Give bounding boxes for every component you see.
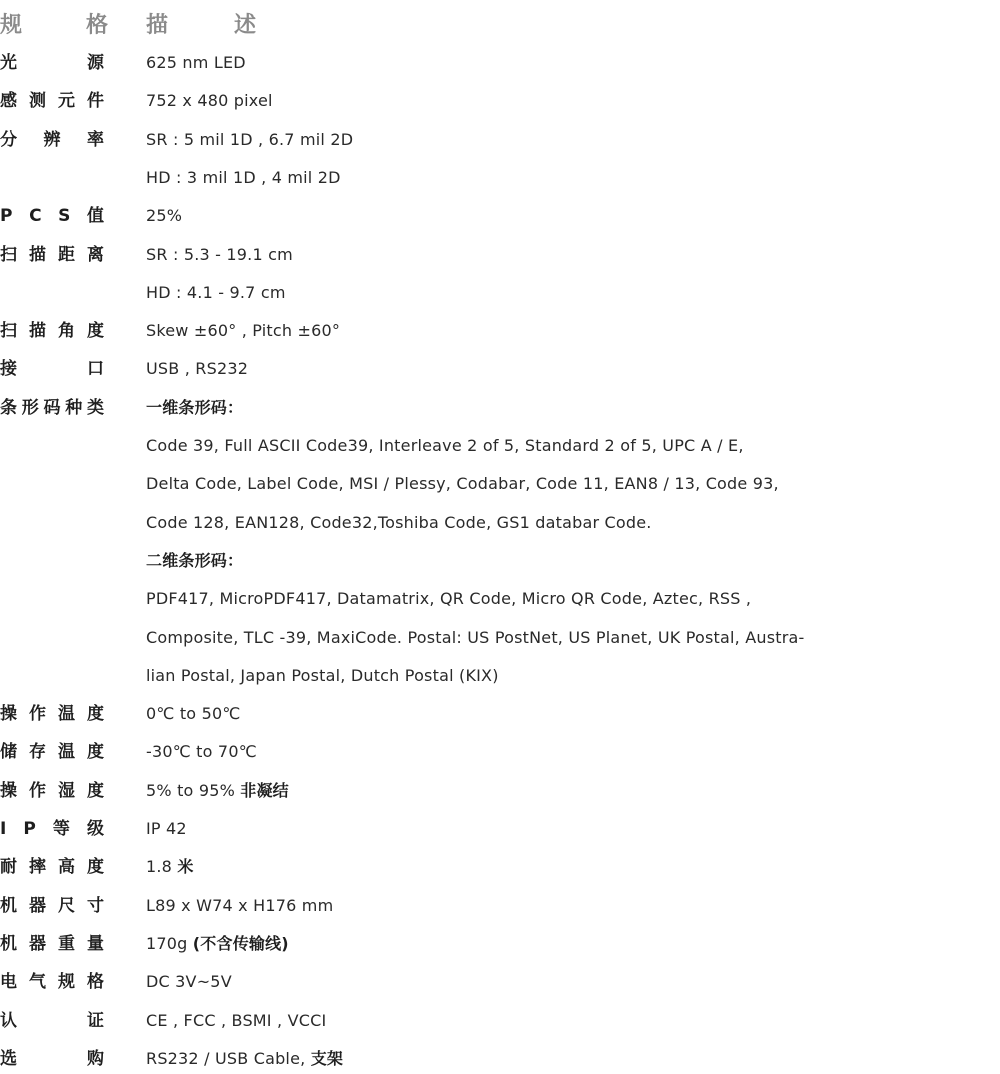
spec-label	[0, 431, 104, 461]
spec-label-char: 操	[0, 780, 17, 801]
spec-value	[146, 201, 182, 231]
spec-label-char: 器	[29, 895, 46, 916]
spec-label-char: 存	[29, 742, 46, 763]
spec-value-text: PDF417, MicroPDF417, Datamatrix, QR Code, Micro QR Code, Aztec, RSS ,	[146, 589, 752, 609]
spec-value	[146, 1044, 343, 1074]
spec-label-char: P	[0, 206, 13, 227]
spec-label-char: 器	[29, 933, 46, 954]
spec-row	[0, 354, 1000, 384]
spec-value	[146, 737, 257, 767]
spec-value-text: CE , FCC , BSMI , VCCI	[146, 1010, 327, 1030]
spec-label	[0, 393, 104, 423]
spec-label-char: 测	[29, 91, 46, 112]
spec-row	[0, 1006, 1000, 1036]
spec-value-emphasis: (不含传输线)	[192, 933, 289, 953]
spec-row	[0, 814, 1000, 844]
spec-label-char: 重	[58, 933, 75, 954]
spec-label-char: 件	[87, 91, 104, 112]
spec-label	[0, 623, 104, 653]
spec-value-text: Code 128, EAN128, Code32,Toshiba Code, GS1 databar Code.	[146, 512, 652, 532]
spec-label-char: 类	[87, 397, 104, 418]
spec-value-text: DC 3V~5V	[146, 972, 232, 992]
spec-value-text: SR : 5 mil 1D , 6.7 mil 2D	[146, 129, 354, 149]
header-spec-char: 格	[85, 13, 108, 38]
spec-value	[146, 852, 194, 882]
spec-row	[0, 891, 1000, 921]
spec-label-char: 湿	[58, 780, 75, 801]
spec-label	[0, 240, 104, 270]
spec-value	[146, 508, 652, 538]
spec-value-emphasis: 米	[177, 857, 194, 877]
spec-value-text: USB , RS232	[146, 359, 249, 379]
spec-value-text: IP 42	[146, 819, 187, 838]
spec-label	[0, 354, 104, 384]
spec-label-char: 等	[52, 819, 70, 839]
spec-value	[146, 240, 293, 270]
spec-value-text: 170g	[146, 933, 193, 953]
spec-label-char: 分	[0, 129, 17, 150]
spec-label-char: 温	[58, 742, 75, 763]
spec-value	[146, 125, 353, 155]
spec-label	[0, 737, 104, 767]
spec-label-char: 尺	[58, 895, 75, 916]
spec-label-char: 接	[0, 359, 17, 380]
spec-label-char: 形	[21, 397, 39, 418]
spec-label	[0, 776, 104, 806]
spec-row	[0, 508, 1000, 538]
spec-subheading	[146, 546, 243, 576]
spec-label	[0, 469, 104, 499]
spec-label-char: 气	[29, 972, 46, 993]
spec-label-char: 证	[87, 1010, 104, 1031]
spec-label-char: 温	[58, 704, 75, 725]
spec-label-char: 量	[87, 933, 104, 954]
spec-label-char: 扫	[0, 321, 17, 342]
spec-label	[0, 699, 104, 729]
spec-label-char: 描	[29, 321, 46, 342]
spec-value-text: 752 x 480 pixel	[146, 91, 273, 111]
spec-label-char: 度	[87, 742, 104, 763]
spec-value	[146, 354, 248, 384]
spec-label	[0, 546, 104, 576]
spec-value	[146, 623, 804, 653]
spec-row	[0, 737, 1000, 767]
spec-value-text: Skew ±60° , Pitch ±60°	[146, 321, 341, 341]
spec-row	[0, 240, 1000, 270]
spec-value	[146, 584, 751, 614]
spec-row	[0, 469, 1000, 499]
spec-row	[0, 48, 1000, 78]
spec-label-char: 级	[86, 819, 104, 839]
spec-label-char: I	[0, 819, 7, 839]
spec-value	[146, 278, 286, 308]
spec-value-text: RS232 / USB Cable,	[146, 1048, 311, 1068]
spec-label-char: 码	[43, 397, 61, 418]
spec-label-char: 电	[0, 972, 17, 993]
spec-row	[0, 201, 1000, 231]
spec-label-char: 储	[0, 742, 17, 763]
spec-value	[146, 661, 499, 691]
spec-value-text: 625 nm LED	[146, 53, 246, 72]
spec-label-char: 机	[0, 933, 17, 954]
spec-row	[0, 86, 1000, 116]
spec-value	[146, 86, 273, 116]
spec-label-char: 耐	[0, 857, 17, 878]
spec-label-char: 寸	[87, 895, 104, 916]
spec-row	[0, 623, 1000, 653]
spec-label	[0, 929, 104, 959]
spec-value-text: Code 39, Full ASCII Code39, Interleave 2 of 5, Standard 2 of 5, UPC A / E,	[146, 436, 744, 455]
spec-label-char: 光	[0, 53, 17, 73]
spec-row	[0, 584, 1000, 614]
spec-label-char: 摔	[29, 857, 46, 878]
spec-row	[0, 1044, 1000, 1074]
spec-label	[0, 584, 104, 614]
spec-label-char: 条	[0, 397, 17, 418]
spec-label-char: 度	[87, 704, 104, 725]
spec-value	[146, 699, 241, 729]
spec-label-char: P	[23, 819, 36, 839]
spec-value-text: 一维条形码：	[146, 397, 244, 417]
spec-row	[0, 546, 1000, 576]
spec-value	[146, 776, 289, 806]
spec-value-text: HD : 3 mil 1D , 4 mil 2D	[146, 167, 341, 187]
spec-value	[146, 814, 187, 844]
table-header	[0, 8, 1000, 38]
spec-label	[0, 48, 104, 78]
spec-label	[0, 967, 104, 997]
spec-row	[0, 967, 1000, 997]
spec-label	[0, 814, 104, 844]
spec-value-text: Delta Code, Label Code, MSI / Plessy, Codabar, Code 11, EAN8 / 13, Code 93,	[146, 474, 779, 494]
spec-label	[0, 1044, 104, 1074]
spec-label-char: 作	[29, 780, 46, 801]
spec-label	[0, 661, 104, 691]
spec-label	[0, 1006, 104, 1036]
spec-label-char: 格	[87, 972, 104, 993]
spec-row	[0, 661, 1000, 691]
spec-label-char: 描	[29, 244, 46, 265]
spec-value-emphasis: 支架	[310, 1048, 344, 1068]
spec-value-text: lian Postal, Japan Postal, Dutch Postal (KIX)	[146, 665, 499, 685]
spec-value-text: 25%	[146, 206, 183, 226]
spec-row	[0, 163, 1000, 193]
spec-value	[146, 1006, 326, 1036]
spec-label-char: 购	[87, 1048, 104, 1069]
header-description-char: 述	[233, 13, 256, 38]
spec-label-char: 率	[87, 129, 104, 150]
spec-label-char: 口	[87, 359, 104, 380]
spec-row	[0, 278, 1000, 308]
spec-row	[0, 316, 1000, 346]
spec-label-char: 源	[87, 53, 104, 73]
spec-value-text: Composite, TLC -39, MaxiCode. Postal: US PostNet, US Planet, UK Postal, Austra-	[146, 627, 805, 647]
spec-value	[146, 929, 289, 959]
spec-row	[0, 393, 1000, 423]
spec-label-char: 辨	[43, 129, 61, 150]
spec-value-text: 5% to 95%	[146, 780, 241, 800]
spec-label	[0, 891, 104, 921]
spec-value-text: 二维条形码：	[146, 550, 244, 570]
spec-label-char: 度	[87, 321, 104, 342]
spec-value	[146, 431, 744, 461]
spec-label-char: 度	[87, 857, 104, 878]
spec-value-text: HD : 4.1 - 9.7 cm	[146, 282, 286, 302]
spec-value	[146, 891, 333, 921]
spec-subheading	[146, 393, 243, 423]
spec-label	[0, 163, 104, 193]
header-description-char: 描	[146, 13, 169, 38]
spec-label	[0, 201, 104, 231]
spec-label-char: 角	[58, 321, 75, 342]
spec-row	[0, 852, 1000, 882]
spec-label-char: 规	[58, 972, 75, 993]
spec-label-char: 作	[29, 704, 46, 725]
spec-label-char: 元	[58, 91, 75, 112]
spec-value-text: SR : 5.3 - 19.1 cm	[146, 244, 293, 264]
spec-row	[0, 929, 1000, 959]
spec-label-char: 离	[87, 244, 104, 265]
spec-label	[0, 508, 104, 538]
spec-value	[146, 316, 340, 346]
spec-value	[146, 48, 246, 78]
spec-label-char: 认	[0, 1010, 17, 1031]
spec-value	[146, 967, 232, 997]
header-spec-char: 规	[0, 13, 23, 38]
spec-label	[0, 316, 104, 346]
spec-label-char: 值	[86, 206, 104, 227]
spec-label-char: 距	[58, 244, 75, 265]
spec-label-char: 操	[0, 704, 17, 725]
spec-row	[0, 125, 1000, 155]
spec-value	[146, 469, 779, 499]
spec-value	[146, 163, 341, 193]
spec-label-char: 扫	[0, 244, 17, 265]
spec-label-char: 种	[65, 397, 83, 418]
spec-label-char: 高	[58, 857, 75, 878]
spec-label-char: C	[29, 206, 42, 227]
spec-value-text: -30℃ to 70℃	[146, 742, 257, 762]
spec-label-char: 度	[87, 780, 104, 801]
spec-value-text: 1.8	[146, 857, 178, 877]
header-description	[146, 8, 256, 39]
spec-value-emphasis: 非凝结	[240, 780, 289, 800]
spec-row	[0, 699, 1000, 729]
spec-label	[0, 125, 104, 155]
header-spec	[0, 8, 108, 39]
spec-label	[0, 278, 104, 308]
spec-value-text: 0℃ to 50℃	[146, 704, 241, 724]
spec-label-char: 机	[0, 895, 17, 916]
spec-label-char: S	[58, 206, 71, 227]
spec-label-char: 选	[0, 1048, 17, 1069]
spec-row	[0, 431, 1000, 461]
spec-label-char: 感	[0, 91, 17, 112]
spec-label	[0, 852, 104, 882]
spec-row	[0, 776, 1000, 806]
spec-value-text: L89 x W74 x H176 mm	[146, 895, 334, 915]
spec-label	[0, 86, 104, 116]
